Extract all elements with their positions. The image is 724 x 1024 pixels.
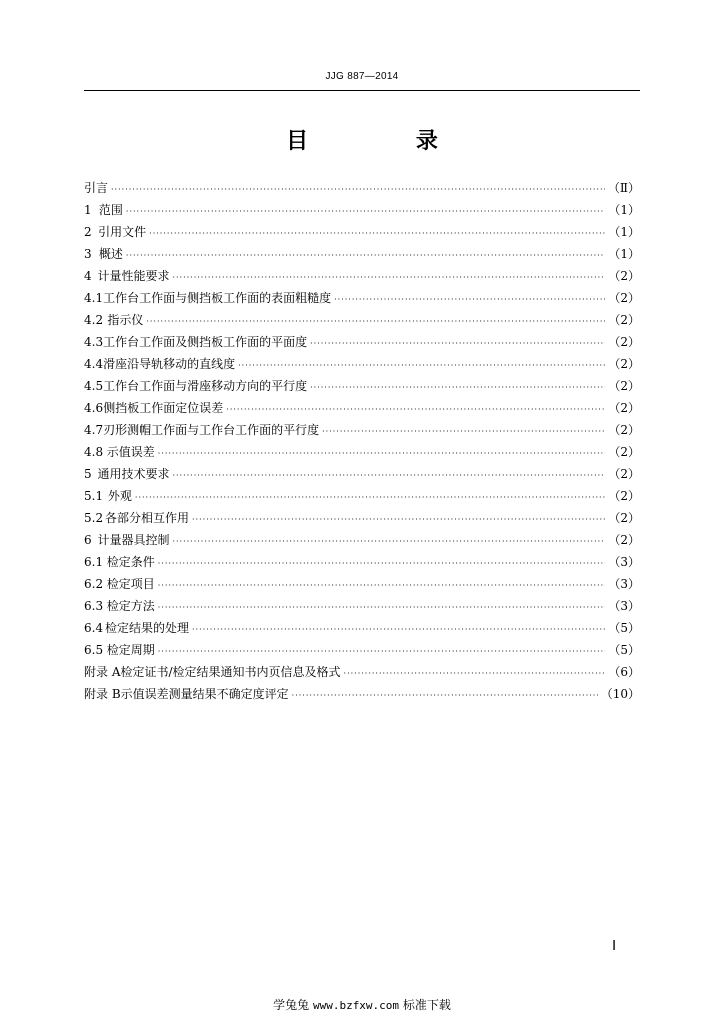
toc-entry-label: 刃形测帽工作面与工作台工作面的平行度	[103, 423, 320, 437]
toc-entry-number: 4.7	[84, 423, 104, 437]
toc-entry-number: 5.2	[84, 511, 104, 525]
toc-entry-label: 计量性能要求	[97, 269, 170, 283]
toc-entry-page: （Ⅱ）	[607, 181, 640, 195]
toc-entry-page: （2）	[608, 357, 640, 371]
toc-leader-dots	[158, 597, 606, 619]
toc-leader-dots	[135, 487, 605, 509]
toc-entry-page: （2）	[608, 291, 640, 305]
toc-leader-dots	[310, 333, 605, 355]
toc-entry[interactable]	[84, 287, 640, 309]
toc-leader-dots	[322, 421, 605, 443]
toc-entry-page: （2）	[608, 511, 640, 525]
toc-leader-dots	[111, 179, 605, 201]
toc-entry-number: 2	[84, 225, 92, 239]
toc-entry-label: 示值误差测量结果不确定度评定	[120, 687, 289, 701]
toc-leader-dots	[149, 223, 605, 245]
toc-entry-label: 工作台工作面与侧挡板工作面的表面粗糙度	[103, 291, 332, 305]
toc-entry-number: 6.2	[84, 577, 104, 591]
toc-entry[interactable]	[84, 243, 640, 265]
toc-entry[interactable]	[84, 573, 640, 595]
toc-entry-number: 4	[84, 269, 92, 283]
toc-entry-page: （3）	[608, 599, 640, 613]
toc-entry[interactable]	[84, 331, 640, 353]
toc-entry-label: 概述	[98, 247, 123, 261]
toc-entry-label: 检定结果的处理	[105, 621, 190, 635]
toc-entry[interactable]	[84, 463, 640, 485]
toc-leader-dots	[226, 399, 605, 421]
toc-entry-page: （2）	[608, 467, 640, 481]
toc-entry[interactable]	[84, 199, 640, 221]
toc-leader-dots	[238, 355, 605, 377]
toc-leader-dots	[192, 509, 605, 531]
toc-entry-label: 各部分相互作用	[105, 511, 190, 525]
toc-entry-page: （2）	[608, 533, 640, 547]
toc-leader-dots	[344, 663, 606, 685]
toc-entry[interactable]	[84, 221, 640, 243]
toc-entry-number: 附录 A	[84, 665, 121, 679]
toc-entry-number: 6.3	[84, 599, 104, 613]
toc-entry[interactable]	[84, 397, 640, 419]
toc-entry-page: （2）	[608, 313, 640, 327]
toc-entry-page: （6）	[608, 665, 640, 679]
footer-url[interactable]: www.bzfxw.com	[312, 999, 400, 1012]
toc-entry[interactable]	[84, 639, 640, 661]
toc-entry-label: 计量器具控制	[97, 533, 170, 547]
toc-entry-page: （1）	[608, 225, 640, 239]
toc-entry-page: （1）	[608, 247, 640, 261]
toc-entry-label: 指示仪	[107, 313, 144, 327]
header-rule	[84, 90, 640, 91]
toc-entry[interactable]	[84, 683, 640, 705]
toc-entry-page: （10）	[600, 687, 640, 701]
toc-entry-label: 检定条件	[106, 555, 155, 569]
toc-entry-label: 外观	[107, 489, 132, 503]
toc-entry-label: 引用文件	[98, 225, 147, 239]
toc-leader-dots	[292, 685, 598, 707]
toc-entry-label: 工作台工作面及侧挡板工作面的平面度	[103, 335, 308, 349]
toc-leader-dots	[172, 267, 605, 289]
toc-entry-number: 3	[84, 247, 92, 261]
table-of-contents	[84, 177, 640, 705]
toc-entry-number: 6.5	[84, 643, 104, 657]
toc-entry-page: （5）	[608, 643, 640, 657]
toc-entry-number: 1	[84, 203, 92, 217]
toc-entry-number: 4.6	[84, 401, 104, 415]
toc-entry-number: 5	[84, 467, 92, 481]
toc-entry-number: 6.1	[84, 555, 104, 569]
toc-entry[interactable]	[84, 375, 640, 397]
toc-entry-label: 工作台工作面与滑座移动方向的平行度	[103, 379, 308, 393]
toc-entry-number: 6	[84, 533, 92, 547]
toc-leader-dots	[334, 289, 605, 311]
toc-leader-dots	[158, 575, 606, 597]
toc-entry-label: 检定项目	[106, 577, 155, 591]
toc-entry[interactable]	[84, 507, 640, 529]
toc-entry-page: （1）	[608, 203, 640, 217]
toc-leader-dots	[172, 531, 605, 553]
toc-entry-page: （5）	[608, 621, 640, 635]
toc-entry[interactable]	[84, 661, 640, 683]
toc-entry-page: （2）	[608, 489, 640, 503]
toc-entry[interactable]	[84, 353, 640, 375]
toc-entry-label: 滑座沿导轨移动的直线度	[103, 357, 236, 371]
toc-entry-label: 侧挡板工作面定位误差	[103, 401, 224, 415]
toc-entry-number: 5.1	[84, 489, 104, 503]
toc-entry[interactable]	[84, 595, 640, 617]
toc-entry[interactable]	[84, 617, 640, 639]
footer-site-name: 学兔兔	[273, 998, 310, 1012]
toc-entry-page: （2）	[608, 335, 640, 349]
page-title: 目 录	[286, 129, 488, 154]
toc-leader-dots	[158, 641, 606, 663]
document-code-header: JJG 887—2014	[325, 71, 399, 82]
toc-entry[interactable]	[84, 551, 640, 573]
toc-entry-number: 4.2	[84, 313, 104, 327]
toc-entry-label: 通用技术要求	[97, 467, 170, 481]
toc-entry-page: （3）	[608, 555, 640, 569]
toc-leader-dots	[310, 377, 605, 399]
toc-entry-number: 4.1	[84, 291, 104, 305]
toc-leader-dots	[126, 245, 605, 267]
toc-entry-number: 4.4	[84, 357, 104, 371]
toc-entry-page: （2）	[608, 269, 640, 283]
toc-entry-label: 检定方法	[106, 599, 155, 613]
footer-tagline: 标准下载	[402, 998, 451, 1012]
toc-entry-number: 4.5	[84, 379, 104, 393]
toc-entry[interactable]	[84, 265, 640, 287]
toc-entry-number: 6.4	[84, 621, 104, 635]
toc-entry[interactable]	[84, 419, 640, 441]
toc-entry-page: （2）	[608, 379, 640, 393]
toc-entry[interactable]	[84, 441, 640, 463]
toc-entry-page: （3）	[608, 577, 640, 591]
toc-entry[interactable]	[84, 529, 640, 551]
toc-entry-page: （2）	[608, 445, 640, 459]
toc-entry-label: 示值误差	[106, 445, 155, 459]
toc-entry-label: 检定证书/检定结果通知书内页信息及格式	[120, 665, 341, 679]
toc-entry-page: （2）	[608, 423, 640, 437]
toc-entry[interactable]	[84, 177, 640, 199]
toc-entry-number: 附录 B	[84, 687, 121, 701]
toc-entry-label: 范围	[98, 203, 123, 217]
toc-entry-label: 检定周期	[106, 643, 155, 657]
toc-entry-number: 4.3	[84, 335, 104, 349]
toc-leader-dots	[158, 443, 606, 465]
page-folio: Ⅰ	[612, 939, 617, 954]
toc-entry-page: （2）	[608, 401, 640, 415]
toc-entry-number: 4.8	[84, 445, 104, 459]
toc-entry-label: 引言	[84, 181, 109, 195]
toc-entry[interactable]	[84, 485, 640, 507]
toc-leader-dots	[146, 311, 605, 333]
toc-entry[interactable]	[84, 309, 640, 331]
toc-leader-dots	[192, 619, 605, 641]
toc-leader-dots	[172, 465, 605, 487]
toc-leader-dots	[126, 201, 605, 223]
toc-leader-dots	[158, 553, 606, 575]
watermark-footer	[0, 996, 724, 1013]
